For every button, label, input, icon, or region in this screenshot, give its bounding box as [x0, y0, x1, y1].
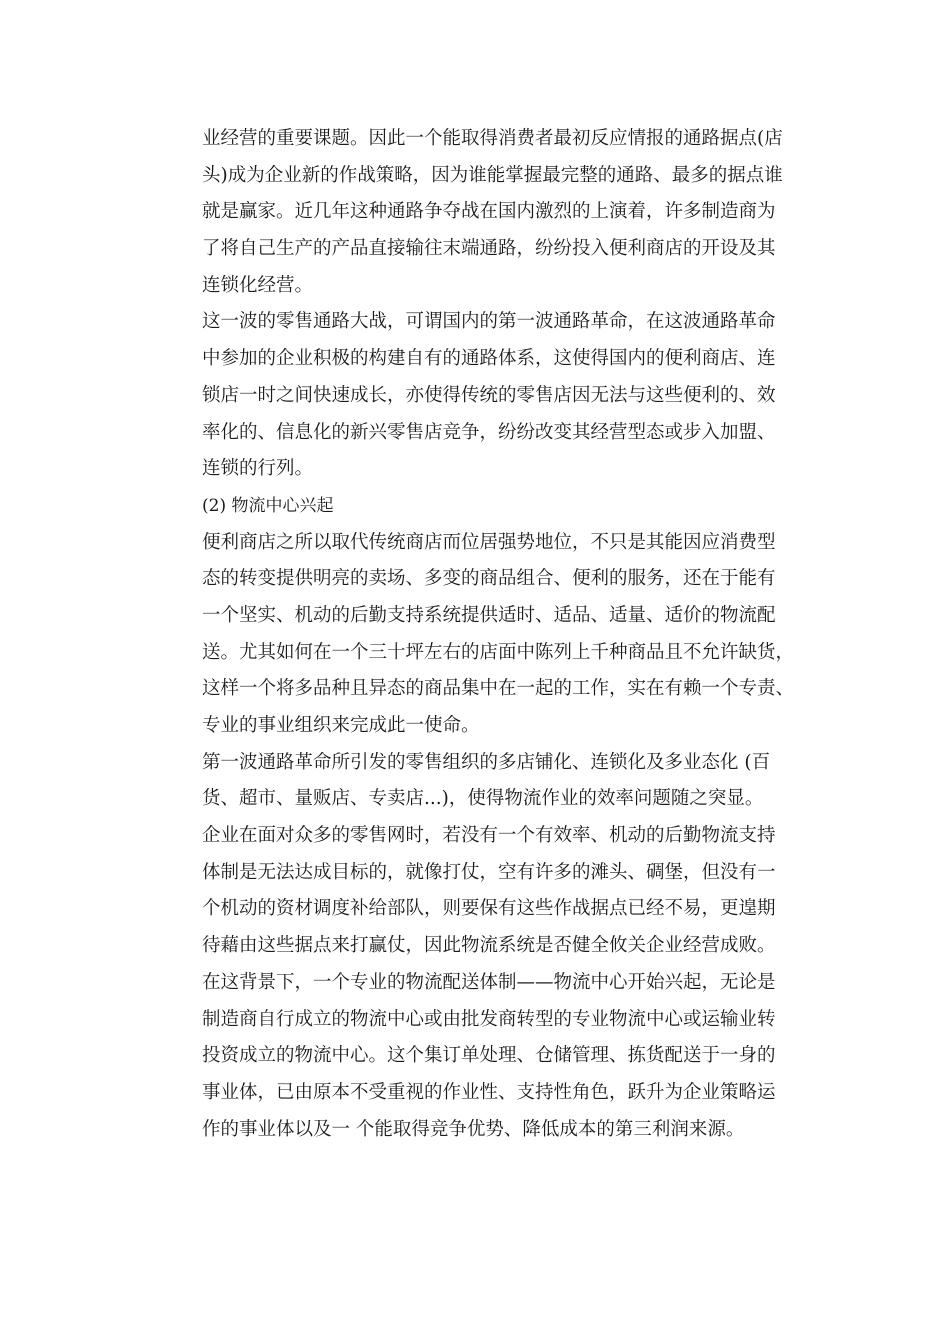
- text-line: 就是赢家。近几年这种通路争夺战在国内激烈的上演着，许多制造商为: [202, 201, 776, 223]
- text-line: 专业的事业组织来完成此一使命。: [202, 715, 480, 736]
- text-line: 头)成为企业新的作战策略，因为谁能掌握最完整的通路、最多的据点谁: [202, 164, 783, 186]
- text-line: 了将自己生产的产品直接输往末端通路，纷纷投入便利商店的开设及其: [202, 238, 776, 260]
- text-line: 连锁化经营。: [202, 274, 314, 296]
- text-line: 便利商店之所以取代传统商店而位居强势地位，不只是其能因应消费型: [202, 531, 776, 553]
- text-line: 体制是无法达成目标的，就像打仗，空有许多的滩头、碉堡，但没有一: [202, 861, 776, 883]
- text-line: 制造商自行成立的物流中心或由批发商转型的专业物流中心或运输业转: [202, 1008, 776, 1030]
- text-line: 锁店一时之间快速成长，亦使得传统的零售店因无法与这些便利的、效: [202, 384, 776, 406]
- text-line: 第一波通路革命所引发的零售组织的多店铺化、连锁化及多业态化 (百: [202, 751, 771, 773]
- text-line: 待藉由这些据点来打赢仗，因此物流系统是否健全攸关企业经营成败。: [202, 935, 776, 957]
- text-line: 业经营的重要课题。因此一个能取得消费者最初反应情报的通路据点(店: [202, 128, 783, 149]
- text-line: 个机动的资材调度补给部队，则要保有这些作战据点已经不易，更遑期: [202, 898, 776, 920]
- text-line: 这一波的零售通路大战，可谓国内的第一波通路革命，在这波通路革命: [202, 311, 776, 333]
- text-line: 在这背景下，一个专业的物流配送体制——物流中心开始兴起，无论是: [202, 971, 776, 993]
- text-line: 中参加的企业积极的构建自有的通路体系，这使得国内的便利商店、连: [202, 348, 776, 370]
- text-line: 作的事业体以及一 个能取得竞争优势、降低成本的第三利润来源。: [202, 1118, 745, 1140]
- text-line: 送。尤其如何在一个三十坪左右的店面中陈列上千种商品且不允许缺货，: [202, 641, 795, 663]
- text-line: 这样一个将多品种且异态的商品集中在一起的工作，实在有赖一个专责、: [202, 678, 795, 700]
- text-line: 一个坚实、机动的后勤支持系统提供适时、适品、适量、适价的物流配: [202, 604, 776, 626]
- body-text: [202, 121, 812, 1148]
- text-line: 货、超市、量贩店、专卖店...)，使得物流作业的效率问题随之突显。: [202, 788, 764, 810]
- text-line: 投资成立的物流中心。这个集订单处理、仓储管理、拣货配送于一身的: [202, 1045, 776, 1067]
- text-line: 连锁的行列。: [202, 458, 314, 480]
- text-line: 事业体，已由原本不受重视的作业性、支持性角色，跃升为企业策略运: [202, 1081, 776, 1103]
- text-line: 企业在面对众多的零售网时，若没有一个有效率、机动的后勤物流支持: [202, 825, 776, 847]
- text-line: 态的转变提供明亮的卖场、多变的商品组合、便利的服务，还在于能有: [202, 568, 776, 590]
- text-line: 率化的、信息化的新兴零售店竞争，纷纷改变其经营型态或步入加盟、: [202, 421, 776, 443]
- section-heading: (2) 物流中心兴起: [202, 495, 334, 516]
